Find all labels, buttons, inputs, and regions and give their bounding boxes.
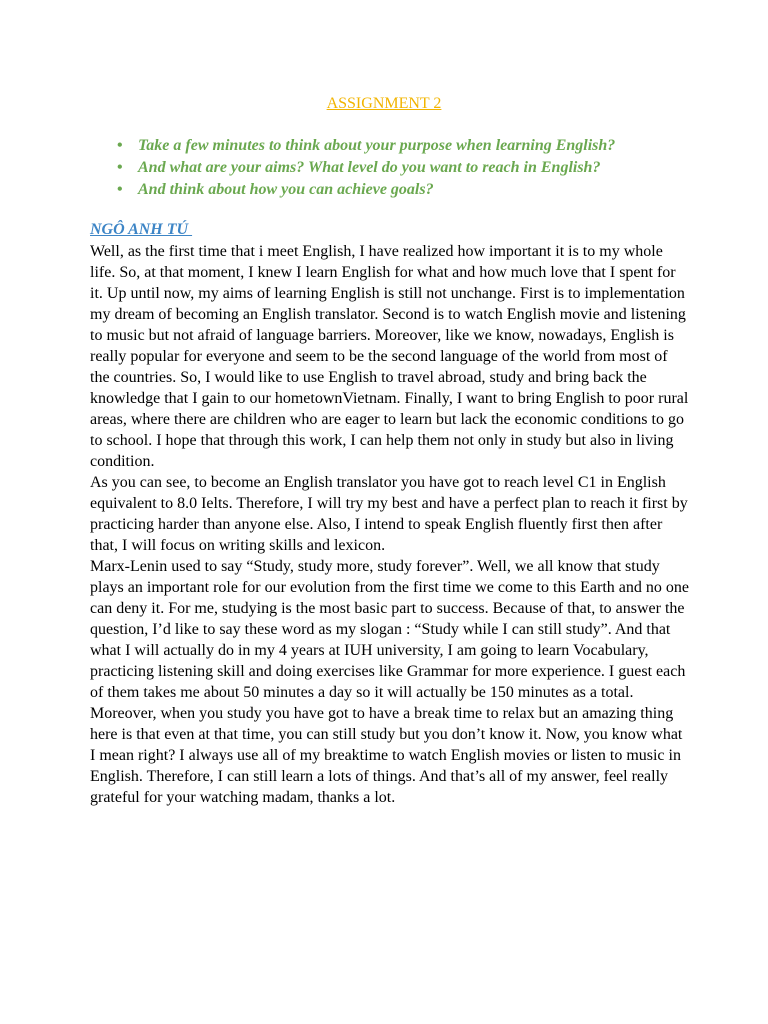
essay-paragraph: As you can see, to become an English translator you have got to reach level C1 in English equivalent to 8.0 Ielts. Therefore, I will try my best and have a perfect plan to reach it first by practicing harder than anyone else. Also, I intend to speak English fluently first then after that, I will focus on writing skills and lexicon.: [90, 474, 688, 554]
author-name: NGÔ ANH TÚ: [90, 221, 193, 238]
essay-body: [90, 241, 690, 808]
prompt-item: [117, 157, 615, 179]
assignment-title: ASSIGNMENT 2: [326, 95, 442, 112]
prompt-item: [117, 135, 615, 157]
essay-paragraph: Well, as the first time that i meet English, I have realized how important it is to my whole life. So, at that moment, I knew I learn English for what and how much love that I spent for it. Up until now, my aims of learning English is still not unchange. First is to implementation my dream of becoming an English translator. Second is to watch English movie and listening to music but not afraid of language barriers. Moreover, like we know, nowadays, English is really popular for everyone and seem to be the second language of the world from most of the countries. So, I would like to use English to travel abroad, study and bring back the knowledge that I gain to our hometownVietnam. Finally, I want to bring English to poor rural areas, where there are children who are eager to learn but lack the economic conditions to go to school. I hope that through this work, I can help them not only in study but also in living condition.: [90, 243, 689, 470]
prompt-list: [117, 135, 615, 201]
essay-paragraph: Marx-Lenin used to say “Study, study more, study forever”. Well, we all know that study plays an important role for our evolution from the first time we come to this Earth and no one can deny it. For me, studying is the most basic part to success. Because of that, to answer the question, I’d like to say these word as my slogan : “Study while I can still study”. And that what I will actually do in my 4 years at IUH university, I am going to learn Vocabulary, practicing listening skill and doing exercises like Grammar for more experience. I guest each of them takes me about 50 minutes a day so it will actually be 150 minutes as a total. Moreover, when you study you have got to have a break time to relax but an amazing thing here is that even at that time, you can still study but you don’t know it. Now, you know what I mean right? I always use all of my breaktime to watch English movies or listen to music in English. Therefore, I can still learn a lots of things. And that’s all of my answer, feel really grateful for your watching madam, thanks a lot.: [90, 558, 689, 806]
bullet-icon: •: [117, 181, 123, 198]
bullet-icon: •: [117, 159, 123, 176]
bullet-icon: •: [117, 137, 123, 154]
prompt-text: Take a few minutes to think about your purpose when learning English?: [138, 137, 616, 154]
prompt-item: [117, 179, 615, 201]
prompt-text: And think about how you can achieve goals?: [138, 181, 434, 198]
prompt-text: And what are your aims? What level do you want to reach in English?: [138, 159, 601, 176]
